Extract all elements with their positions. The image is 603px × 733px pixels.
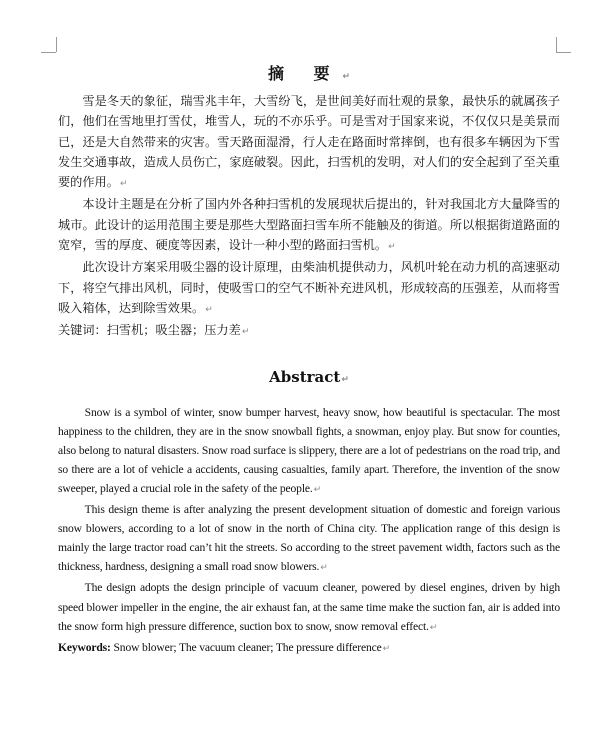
chinese-paragraph: 此次设计方案采用吸尘器的设计原理，由柴油机提供动力，风机叶轮在动力机的高速驱动下，将空气排出风机，同时，使吸雪口的空气不断补充进风机，形成较高的压强差，从而将雪吸入箱体，达到除雪效果。↵ (58, 260, 560, 315)
page-corner-mark-top-right (556, 37, 557, 52)
page-corner-mark-top-left (56, 37, 57, 52)
paragraph-mark-icon: ↵ (341, 374, 349, 385)
chinese-keywords: 关键词：扫雪机；吸尘器；压力差↵ (58, 323, 250, 338)
paragraph-mark-icon: ↵ (429, 622, 438, 633)
keywords-label: Keywords: (58, 640, 111, 654)
english-paragraph: The design adopts the design principle of vacuum cleaner, powered by diesel engines, driven by high speed blower impeller in the engine, the air exhaust fan, at the same time make the suction fan, air is added into the snow form high pressure difference, suction box to snow, snow removal effect.↵ (58, 581, 560, 633)
paragraph-mark-icon: ↵ (205, 304, 213, 315)
paragraph-mark-icon: ↵ (313, 484, 322, 495)
english-abstract-title: Abstract↵ (269, 367, 349, 386)
chinese-paragraph: 雪是冬天的象征，瑞雪兆丰年，大雪纷飞，是世间美好而壮观的景象，最快乐的就属孩子们，他们在雪地里打雪仗，堆雪人，玩的不亦乐乎。可是雪对于国家来说，不仅仅只是美景而已，还是大自然带来的灾害。雪天路面湿滑，行人走在路面时常摔倒，也有很多车辆因为下雪发生交通事故，造成人员伤亡，家庭破裂。因此，扫雪机的发明，对人们的安全起到了至关重要的作用。↵ (58, 94, 560, 190)
chinese-paragraph: 本设计主题是在分析了国内外各种扫雪机的发展现状后提出的，针对我国北方大量降雪的城市。此设计的运用范围主要是那些大型路面扫雪车所不能触及的街道。所以根据街道路面的宽窄，雪的厚度、硬度等因素，设计一种小型的路面扫雪机。↵ (58, 197, 560, 253)
paragraph-mark-icon: ↵ (388, 242, 396, 253)
english-paragraph: This design theme is after analyzing the present development situation of domestic and foreign various snow blowers, according to a lot of snow in the north of China city. The application range of this design is mainly the large tractor road can’t hit the streets. So according to the street pavement width, factors such as the thickness, hardness, designing a small road snow blowers.↵ (58, 503, 560, 574)
paragraph-mark-icon: ↵ (119, 179, 128, 190)
keywords-text: Snow blower; The vacuum cleaner; The pressure difference (110, 640, 382, 654)
paragraph-mark-icon: ↵ (382, 643, 391, 654)
english-abstract-body (58, 403, 560, 659)
paragraph-mark-icon: ↵ (342, 72, 363, 82)
english-paragraph: Snow is a symbol of winter, snow bumper harvest, heavy snow, how beautiful is spectacular. The most happiness to the children, they are in the snow snowball fights, a snowman, enjoy play. But snow for counties, also belong to natural disasters. Snow road surface is slippery, there are a lot of pedestrians on the road trip, and so there are a lot of vehicle a accidents, causing casualties, family apart. Therefore, the invention of the snow sweeper, played a crucial role in the safety of the people.↵ (58, 405, 560, 495)
chinese-abstract-body (58, 91, 560, 343)
page-corner-mark-top-left (41, 52, 56, 53)
paragraph-mark-icon: ↵ (241, 327, 250, 338)
paragraph-mark-icon: ↵ (320, 563, 328, 574)
document-page (58, 63, 560, 659)
chinese-abstract-title: 摘 要↵ (267, 64, 363, 83)
english-keywords (58, 638, 560, 659)
page-corner-mark-top-right (556, 52, 571, 53)
